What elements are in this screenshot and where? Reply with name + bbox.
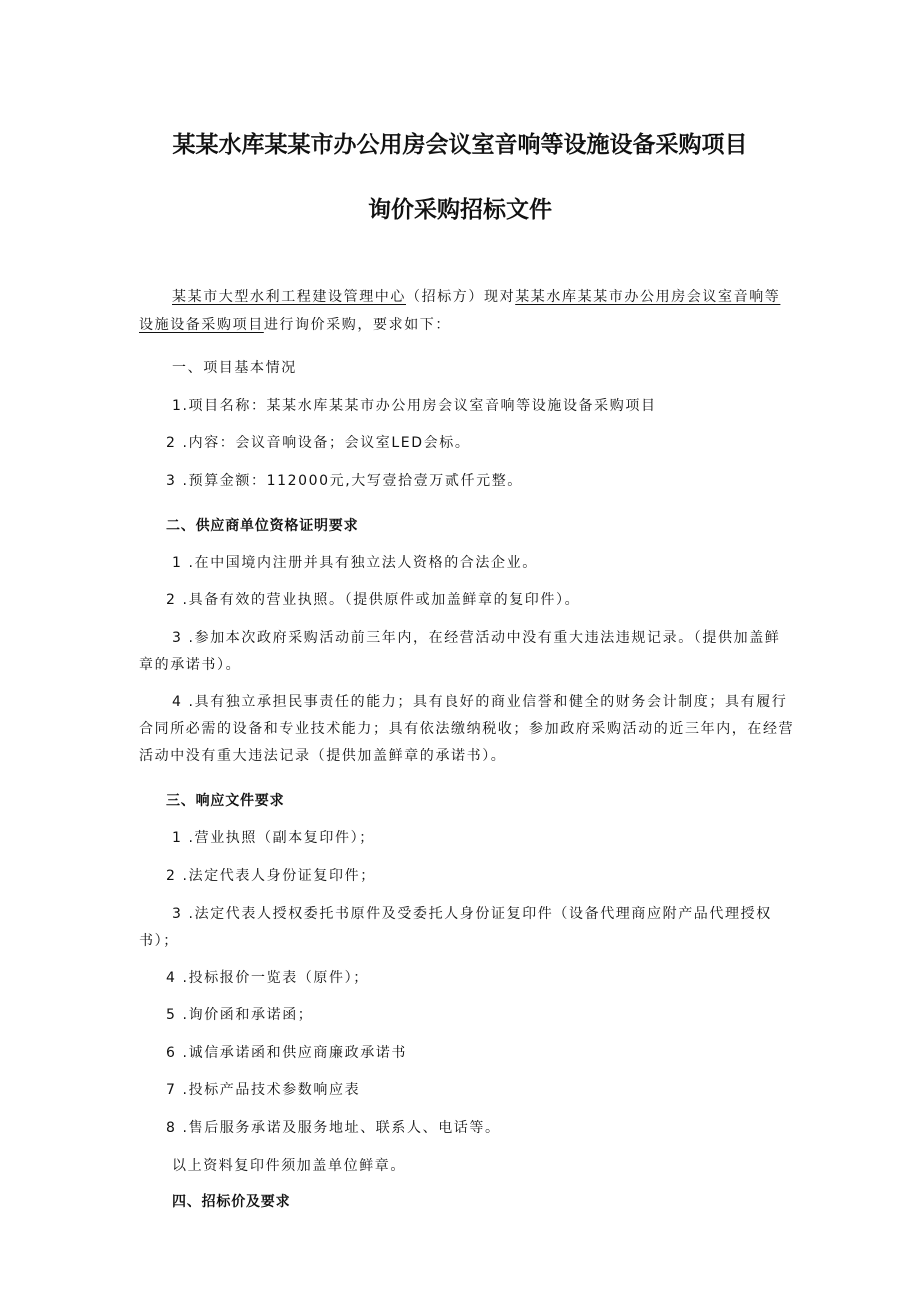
- section3-heading: 三、响应文件要求: [166, 793, 285, 809]
- section1-item-3: 3 .预算金额：112000元,大写壹拾壹万贰仟元整。: [166, 473, 523, 489]
- intro-paragraph-line2: [139, 315, 451, 335]
- project-name-part2: 设施设备采购项目: [139, 317, 264, 333]
- section2-heading: 二、供应商单位资格证明要求: [166, 518, 359, 534]
- section2-item-1: 1 .在中国境内注册并具有独立法人资格的合法企业。: [172, 555, 538, 571]
- section3-item-8: 8 .售后服务承诺及服务地址、联系人、电话等。: [166, 1120, 501, 1136]
- intro-paragraph-line1: [172, 287, 780, 307]
- section3-item-4: 4 .投标报价一览表（原件）；: [166, 970, 369, 986]
- section2-item-2: 2 .具备有效的营业执照。（提供原件或加盖鲜章的复印件）。: [166, 592, 581, 608]
- section4-heading: 四、招标价及要求: [172, 1194, 291, 1210]
- section3-item-3-line1: 3 .法定代表人授权委托书原件及受委托人身份证复印件（设备代理商应附产品代理授权: [172, 906, 772, 922]
- document-title-line2: 询价采购招标文件: [368, 197, 552, 223]
- section2-item-4-line2: 合同所必需的设备和专业技术能力；具有依法缴纳税收；参加政府采购活动的近三年内，在经营: [139, 721, 795, 737]
- section3-item-7: 7 .投标产品技术参数响应表: [166, 1082, 361, 1098]
- section2-item-4-line1: 4 .具有独立承担民事责任的能力；具有良好的商业信誉和健全的财务会计制度；具有履行: [172, 694, 788, 710]
- section1-item-2: 2 .内容：会议音响设备；会议室LED会标。: [166, 435, 471, 451]
- section3-item-2: 2 .法定代表人身份证复印件；: [166, 868, 376, 884]
- intro-tail: 进行询价采购，要求如下：: [263, 317, 452, 333]
- section2-item-4-line3: 活动中没有重大违法记录（提供加盖鲜章的承诺书）。: [139, 748, 507, 764]
- section3-item-5: 5 .询价函和承诺函；: [166, 1007, 314, 1023]
- agency-name: 某某市大型水利工程建设管理中心: [172, 289, 406, 305]
- section3-note: 以上资料复印件须加盖单位鲜章。: [172, 1158, 406, 1174]
- section2-item-3-line1: 3 .参加本次政府采购活动前三年内，在经营活动中没有重大违法违规记录。（提供加盖鲜: [172, 630, 781, 646]
- section2-item-3-line2: 章的承诺书）。: [139, 657, 242, 673]
- section1-heading: 一、项目基本情况: [172, 360, 297, 376]
- section3-item-3-line2: 书）；: [139, 933, 179, 949]
- intro-connector: （招标方）现对: [406, 289, 516, 305]
- section1-item-1: 1.项目名称：某某水库某某市办公用房会议室音响等设施设备采购项目: [172, 398, 657, 414]
- section3-item-1: 1 .营业执照（副本复印件）；: [172, 830, 375, 846]
- project-name-part1: 某某水库某某市办公用房会议室音响等: [515, 289, 781, 305]
- document-title-line1: 某某水库某某市办公用房会议室音响等设施设备采购项目: [172, 132, 748, 158]
- section3-item-6: 6 .诚信承诺函和供应商廉政承诺书: [166, 1045, 408, 1061]
